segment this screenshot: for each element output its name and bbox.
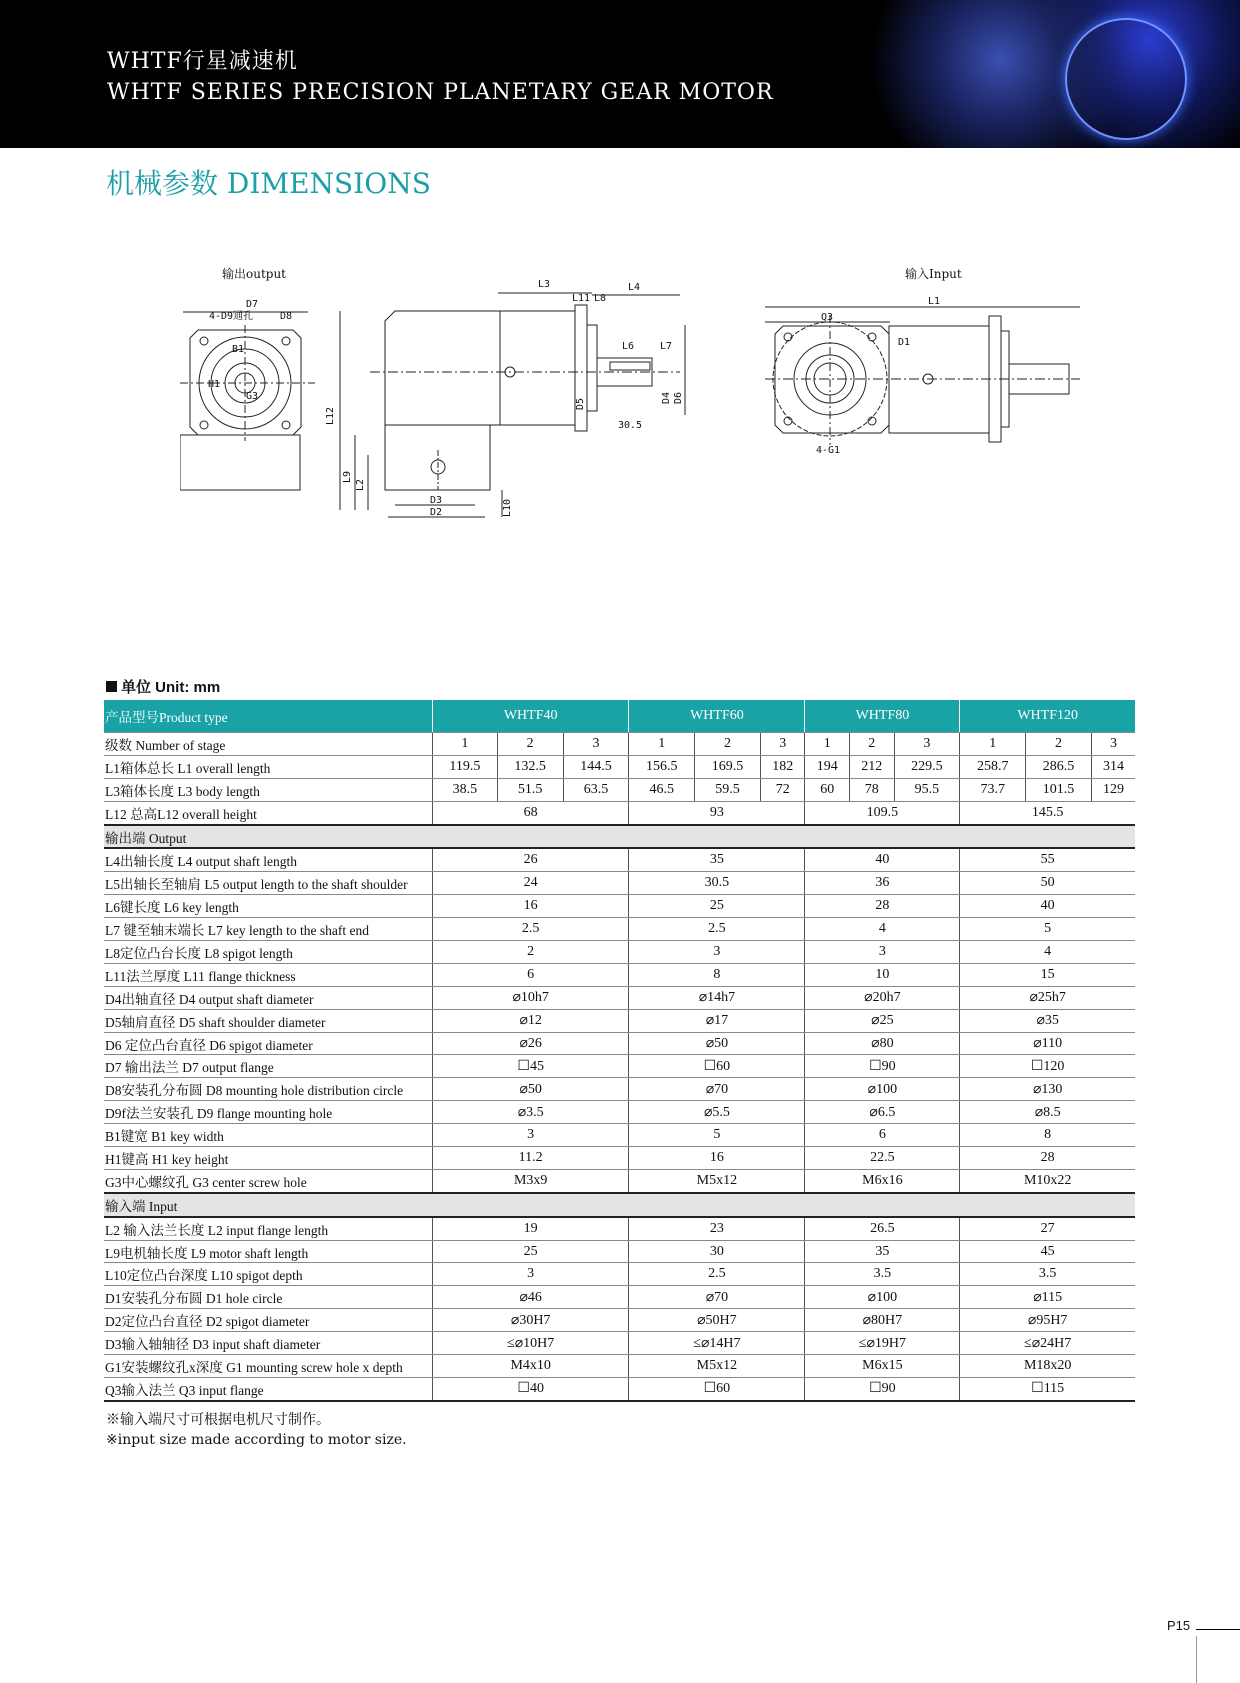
table-row [104, 895, 1135, 918]
row-label: L4出轴长度 L4 output shaft length [104, 848, 433, 871]
header-ring-decoration [1065, 18, 1187, 140]
row-label: G3中心螺纹孔 G3 center screw hole [104, 1169, 433, 1192]
note-en: ※input size made according to motor size. [106, 1432, 407, 1448]
header-title-en: WHTF SERIES PRECISION PLANETARY GEAR MOTOR [107, 80, 774, 105]
row-label: L12 总高L12 overall height [104, 801, 433, 824]
header-title-cn: WHTF行星减速机 [107, 49, 298, 74]
table-row [104, 1147, 1135, 1170]
unit-label: 单位 Unit: mm [106, 676, 220, 697]
table-cell: 40 [805, 848, 960, 871]
table-cell: 1 [433, 733, 498, 756]
table-cell: M3x9 [433, 1169, 629, 1192]
dim-D8: D8 [280, 311, 293, 322]
table-cell: ☐90 [805, 1055, 960, 1078]
table-row [104, 1055, 1135, 1078]
table-cell: 35 [805, 1240, 960, 1263]
table-cell: M5x12 [629, 1355, 805, 1378]
table-cell: 119.5 [433, 755, 498, 778]
dim-L2: L2 [355, 478, 366, 491]
table-cell: ⌀14h7 [629, 986, 805, 1009]
dim-Q3: Q3 [821, 312, 834, 323]
table-row [104, 755, 1135, 778]
table-cell: 50 [960, 872, 1135, 895]
table-cell: 3 [760, 733, 805, 756]
table-cell: 73.7 [960, 778, 1026, 801]
table-cell: 11.2 [433, 1147, 629, 1170]
dim-L4: L4 [628, 282, 641, 293]
table-cell: ⌀80 [805, 1032, 960, 1055]
dim-30-5: 30.5 [618, 420, 643, 431]
table-cell: ☐120 [960, 1055, 1135, 1078]
table-row [104, 1169, 1135, 1192]
model-header: WHTF120 [960, 700, 1135, 733]
table-cell: ≤⌀14H7 [629, 1332, 805, 1355]
table-cell: 129 [1091, 778, 1135, 801]
table-cell: M6x15 [805, 1355, 960, 1378]
table-row [104, 801, 1135, 824]
table-cell: 2 [497, 733, 563, 756]
dimension-table [104, 700, 1135, 1402]
table-cell: M5x12 [629, 1169, 805, 1192]
table-cell: ≤⌀24H7 [960, 1332, 1135, 1355]
table-cell: 95.5 [894, 778, 960, 801]
row-label: D1安装孔分布圆 D1 hole circle [104, 1286, 433, 1309]
note-cn: ※输入端尺寸可根据电机尺寸制作。 [106, 1412, 330, 1428]
dim-D3: D3 [430, 495, 443, 506]
table-cell: 93 [629, 801, 805, 824]
table-cell: ⌀50 [433, 1078, 629, 1101]
table-row [104, 941, 1135, 964]
dim-D6: D6 [673, 391, 684, 404]
table-cell: 30.5 [629, 872, 805, 895]
table-cell: ⌀35 [960, 1009, 1135, 1032]
input-view-label: 输入Input [905, 267, 962, 281]
table-row [104, 963, 1135, 986]
table-cell: 25 [433, 1240, 629, 1263]
table-cell: 2 [433, 941, 629, 964]
table-cell: 59.5 [695, 778, 761, 801]
table-cell: 169.5 [695, 755, 761, 778]
table-cell: 68 [433, 801, 629, 824]
table-cell: 286.5 [1026, 755, 1092, 778]
table-cell: ≤⌀19H7 [805, 1332, 960, 1355]
row-label: L11法兰厚度 L11 flange thickness [104, 963, 433, 986]
table-cell: 212 [850, 755, 895, 778]
table-cell: ⌀30H7 [433, 1309, 629, 1332]
table-row [104, 733, 1135, 756]
dim-L12: L12 [325, 406, 336, 425]
row-label: L5出轴长至轴肩 L5 output length to the shaft shoulder [104, 872, 433, 895]
section-row [104, 1193, 1135, 1217]
output-view-label: 输出output [222, 267, 287, 281]
section-title: 机械参数 DIMENSIONS [106, 167, 431, 200]
table-cell: ☐40 [433, 1377, 629, 1400]
table-cell: 101.5 [1026, 778, 1092, 801]
table-cell: 26 [433, 848, 629, 871]
table-row [104, 872, 1135, 895]
table-cell: 182 [760, 755, 805, 778]
table-cell: ⌀50H7 [629, 1309, 805, 1332]
dim-D5: D5 [575, 397, 586, 410]
table-cell: ⌀95H7 [960, 1309, 1135, 1332]
dim-L8: L8 [594, 293, 607, 304]
table-cell: ☐90 [805, 1377, 960, 1400]
section-label-output: 输出端 Output [104, 825, 1135, 849]
table-cell: 145.5 [960, 801, 1135, 824]
table-cell: 1 [960, 733, 1026, 756]
table-cell: ⌀70 [629, 1286, 805, 1309]
row-label: D4出轴直径 D4 output shaft diameter [104, 986, 433, 1009]
row-label: L2 输入法兰长度 L2 input flange length [104, 1217, 433, 1240]
table-cell: 38.5 [433, 778, 498, 801]
table-row [104, 1377, 1135, 1400]
table-cell: 46.5 [629, 778, 695, 801]
table-cell: 3 [805, 941, 960, 964]
table-cell: ⌀8.5 [960, 1101, 1135, 1124]
table-cell: 156.5 [629, 755, 695, 778]
table-cell: 16 [433, 895, 629, 918]
table-cell: ☐115 [960, 1377, 1135, 1400]
table-row [104, 1009, 1135, 1032]
table-cell: 8 [629, 963, 805, 986]
table-row [104, 986, 1135, 1009]
section-label-input: 输入端 Input [104, 1193, 1135, 1217]
table-cell: ⌀50 [629, 1032, 805, 1055]
dim-D7: D7 [246, 299, 259, 310]
table-cell: ⌀12 [433, 1009, 629, 1032]
table-cell: 51.5 [497, 778, 563, 801]
product-type-label: 产品型号Product type [104, 700, 433, 733]
table-row [104, 1240, 1135, 1263]
table-row [104, 1124, 1135, 1147]
dim-G3: G3 [246, 391, 259, 402]
table-cell: 1 [629, 733, 695, 756]
table-cell: ⌀5.5 [629, 1101, 805, 1124]
row-label: L9电机轴长度 L9 motor shaft length [104, 1240, 433, 1263]
table-cell: 28 [805, 895, 960, 918]
table-cell: 25 [629, 895, 805, 918]
row-label: L8定位凸台长度 L8 spigot length [104, 941, 433, 964]
table-cell: 30 [629, 1240, 805, 1263]
table-cell: ⌀70 [629, 1078, 805, 1101]
row-label: L10定位凸台深度 L10 spigot depth [104, 1263, 433, 1286]
row-label: D5轴肩直径 D5 shaft shoulder diameter [104, 1009, 433, 1032]
dim-D1: D1 [898, 337, 911, 348]
table-cell: 3 [433, 1124, 629, 1147]
page-header [0, 0, 1240, 148]
row-label: L6键长度 L6 key length [104, 895, 433, 918]
row-label: D8安装孔分布圆 D8 mounting hole distribution circle [104, 1078, 433, 1101]
table-cell: M6x16 [805, 1169, 960, 1192]
table-row [104, 1309, 1135, 1332]
table-cell: 2.5 [629, 918, 805, 941]
dim-D9: 4-D9通孔 [209, 311, 254, 322]
table-cell: 28 [960, 1147, 1135, 1170]
table-cell: ⌀25h7 [960, 986, 1135, 1009]
table-row [104, 1286, 1135, 1309]
row-label: G1安装螺纹孔x深度 G1 mounting screw hole x depth [104, 1355, 433, 1378]
row-label: L7 键至轴末端长 L7 key length to the shaft end [104, 918, 433, 941]
table-cell: 3.5 [960, 1263, 1135, 1286]
table-cell: 63.5 [563, 778, 629, 801]
table-cell: 55 [960, 848, 1135, 871]
table-cell: 109.5 [805, 801, 960, 824]
table-cell: 60 [805, 778, 850, 801]
table-row [104, 1217, 1135, 1240]
table-cell: 2 [850, 733, 895, 756]
dim-L3: L3 [538, 279, 551, 290]
table-cell: 1 [805, 733, 850, 756]
table-cell: 26.5 [805, 1217, 960, 1240]
dim-L10: L10 [502, 498, 513, 517]
table-cell: 6 [805, 1124, 960, 1147]
table-cell: ⌀130 [960, 1078, 1135, 1101]
table-cell: 144.5 [563, 755, 629, 778]
dim-L7: L7 [660, 341, 673, 352]
table-cell: 2 [695, 733, 761, 756]
notes [106, 1410, 407, 1450]
table-cell: 5 [960, 918, 1135, 941]
table-cell: ☐60 [629, 1377, 805, 1400]
table-cell: 3 [433, 1263, 629, 1286]
table-cell: 132.5 [497, 755, 563, 778]
table-cell: M10x22 [960, 1169, 1135, 1192]
table-cell: ⌀100 [805, 1286, 960, 1309]
table-cell: 3 [1091, 733, 1135, 756]
table-row [104, 1263, 1135, 1286]
table-cell: ⌀110 [960, 1032, 1135, 1055]
table-cell: M18x20 [960, 1355, 1135, 1378]
row-label: D7 输出法兰 D7 output flange [104, 1055, 433, 1078]
table-cell: 27 [960, 1217, 1135, 1240]
table-cell: 19 [433, 1217, 629, 1240]
table-cell: 40 [960, 895, 1135, 918]
table-row [104, 1332, 1135, 1355]
row-label: 级数 Number of stage [104, 733, 433, 756]
row-label: B1键宽 B1 key width [104, 1124, 433, 1147]
table-cell: ☐45 [433, 1055, 629, 1078]
row-label: Q3输入法兰 Q3 input flange [104, 1377, 433, 1400]
table-cell: 22.5 [805, 1147, 960, 1170]
table-cell: 314 [1091, 755, 1135, 778]
table-row [104, 1078, 1135, 1101]
table-cell: ⌀6.5 [805, 1101, 960, 1124]
table-cell: ⌀46 [433, 1286, 629, 1309]
table-cell: 6 [433, 963, 629, 986]
row-label: H1键高 H1 key height [104, 1147, 433, 1170]
table-cell: M4x10 [433, 1355, 629, 1378]
model-header: WHTF80 [805, 700, 960, 733]
table-cell: 45 [960, 1240, 1135, 1263]
row-label: L3箱体长度 L3 body length [104, 778, 433, 801]
table-row [104, 1355, 1135, 1378]
dim-D2: D2 [430, 507, 443, 518]
row-label: D2定位凸台直径 D2 spigot diameter [104, 1309, 433, 1332]
table-cell: 2.5 [433, 918, 629, 941]
table-cell: 3 [629, 941, 805, 964]
technical-drawing [180, 255, 1100, 575]
dim-H1: H1 [208, 379, 221, 390]
table-cell: 10 [805, 963, 960, 986]
dim-D4: D4 [661, 391, 672, 404]
row-label: D3输入轴轴径 D3 input shaft diameter [104, 1332, 433, 1355]
table-cell: 15 [960, 963, 1135, 986]
table-cell: 5 [629, 1124, 805, 1147]
table-header-row [104, 700, 1135, 733]
table-cell: ⌀100 [805, 1078, 960, 1101]
table-row [104, 1032, 1135, 1055]
table-cell: 4 [960, 941, 1135, 964]
table-row [104, 1101, 1135, 1124]
row-label: L1箱体总长 L1 overall length [104, 755, 433, 778]
table-cell: 258.7 [960, 755, 1026, 778]
table-cell: ≤⌀10H7 [433, 1332, 629, 1355]
table-cell: ⌀26 [433, 1032, 629, 1055]
table-cell: 194 [805, 755, 850, 778]
table-cell: 2.5 [629, 1263, 805, 1286]
table-cell: 16 [629, 1147, 805, 1170]
table-cell: ⌀80H7 [805, 1309, 960, 1332]
table-cell: ⌀20h7 [805, 986, 960, 1009]
page-number: P15 [1167, 1618, 1191, 1633]
dim-L11: L11 [572, 293, 591, 304]
table-cell: ⌀17 [629, 1009, 805, 1032]
table-cell: 2 [1026, 733, 1092, 756]
table-cell: 72 [760, 778, 805, 801]
model-header: WHTF40 [433, 700, 629, 733]
table-cell: ⌀3.5 [433, 1101, 629, 1124]
table-cell: 24 [433, 872, 629, 895]
row-label: D6 定位凸台直径 D6 spigot diameter [104, 1032, 433, 1055]
table-cell: ⌀115 [960, 1286, 1135, 1309]
table-cell: 3.5 [805, 1263, 960, 1286]
table-row [104, 918, 1135, 941]
table-cell: 3 [894, 733, 960, 756]
table-cell: 78 [850, 778, 895, 801]
table-cell: 23 [629, 1217, 805, 1240]
row-label: D9f法兰安装孔 D9 flange mounting hole [104, 1101, 433, 1124]
dim-G1: 4-G1 [816, 445, 841, 456]
table-row [104, 848, 1135, 871]
dim-B1: B1 [232, 344, 245, 355]
table-cell: ☐60 [629, 1055, 805, 1078]
table-cell: 36 [805, 872, 960, 895]
table-cell: 35 [629, 848, 805, 871]
table-cell: 3 [563, 733, 629, 756]
table-cell: ⌀10h7 [433, 986, 629, 1009]
dim-L9: L9 [342, 470, 353, 483]
table-cell: 4 [805, 918, 960, 941]
dim-L6: L6 [622, 341, 635, 352]
dim-L1: L1 [928, 296, 941, 307]
section-row [104, 825, 1135, 849]
table-cell: 8 [960, 1124, 1135, 1147]
table-cell: 229.5 [894, 755, 960, 778]
table-cell: ⌀25 [805, 1009, 960, 1032]
table-row [104, 778, 1135, 801]
model-header: WHTF60 [629, 700, 805, 733]
